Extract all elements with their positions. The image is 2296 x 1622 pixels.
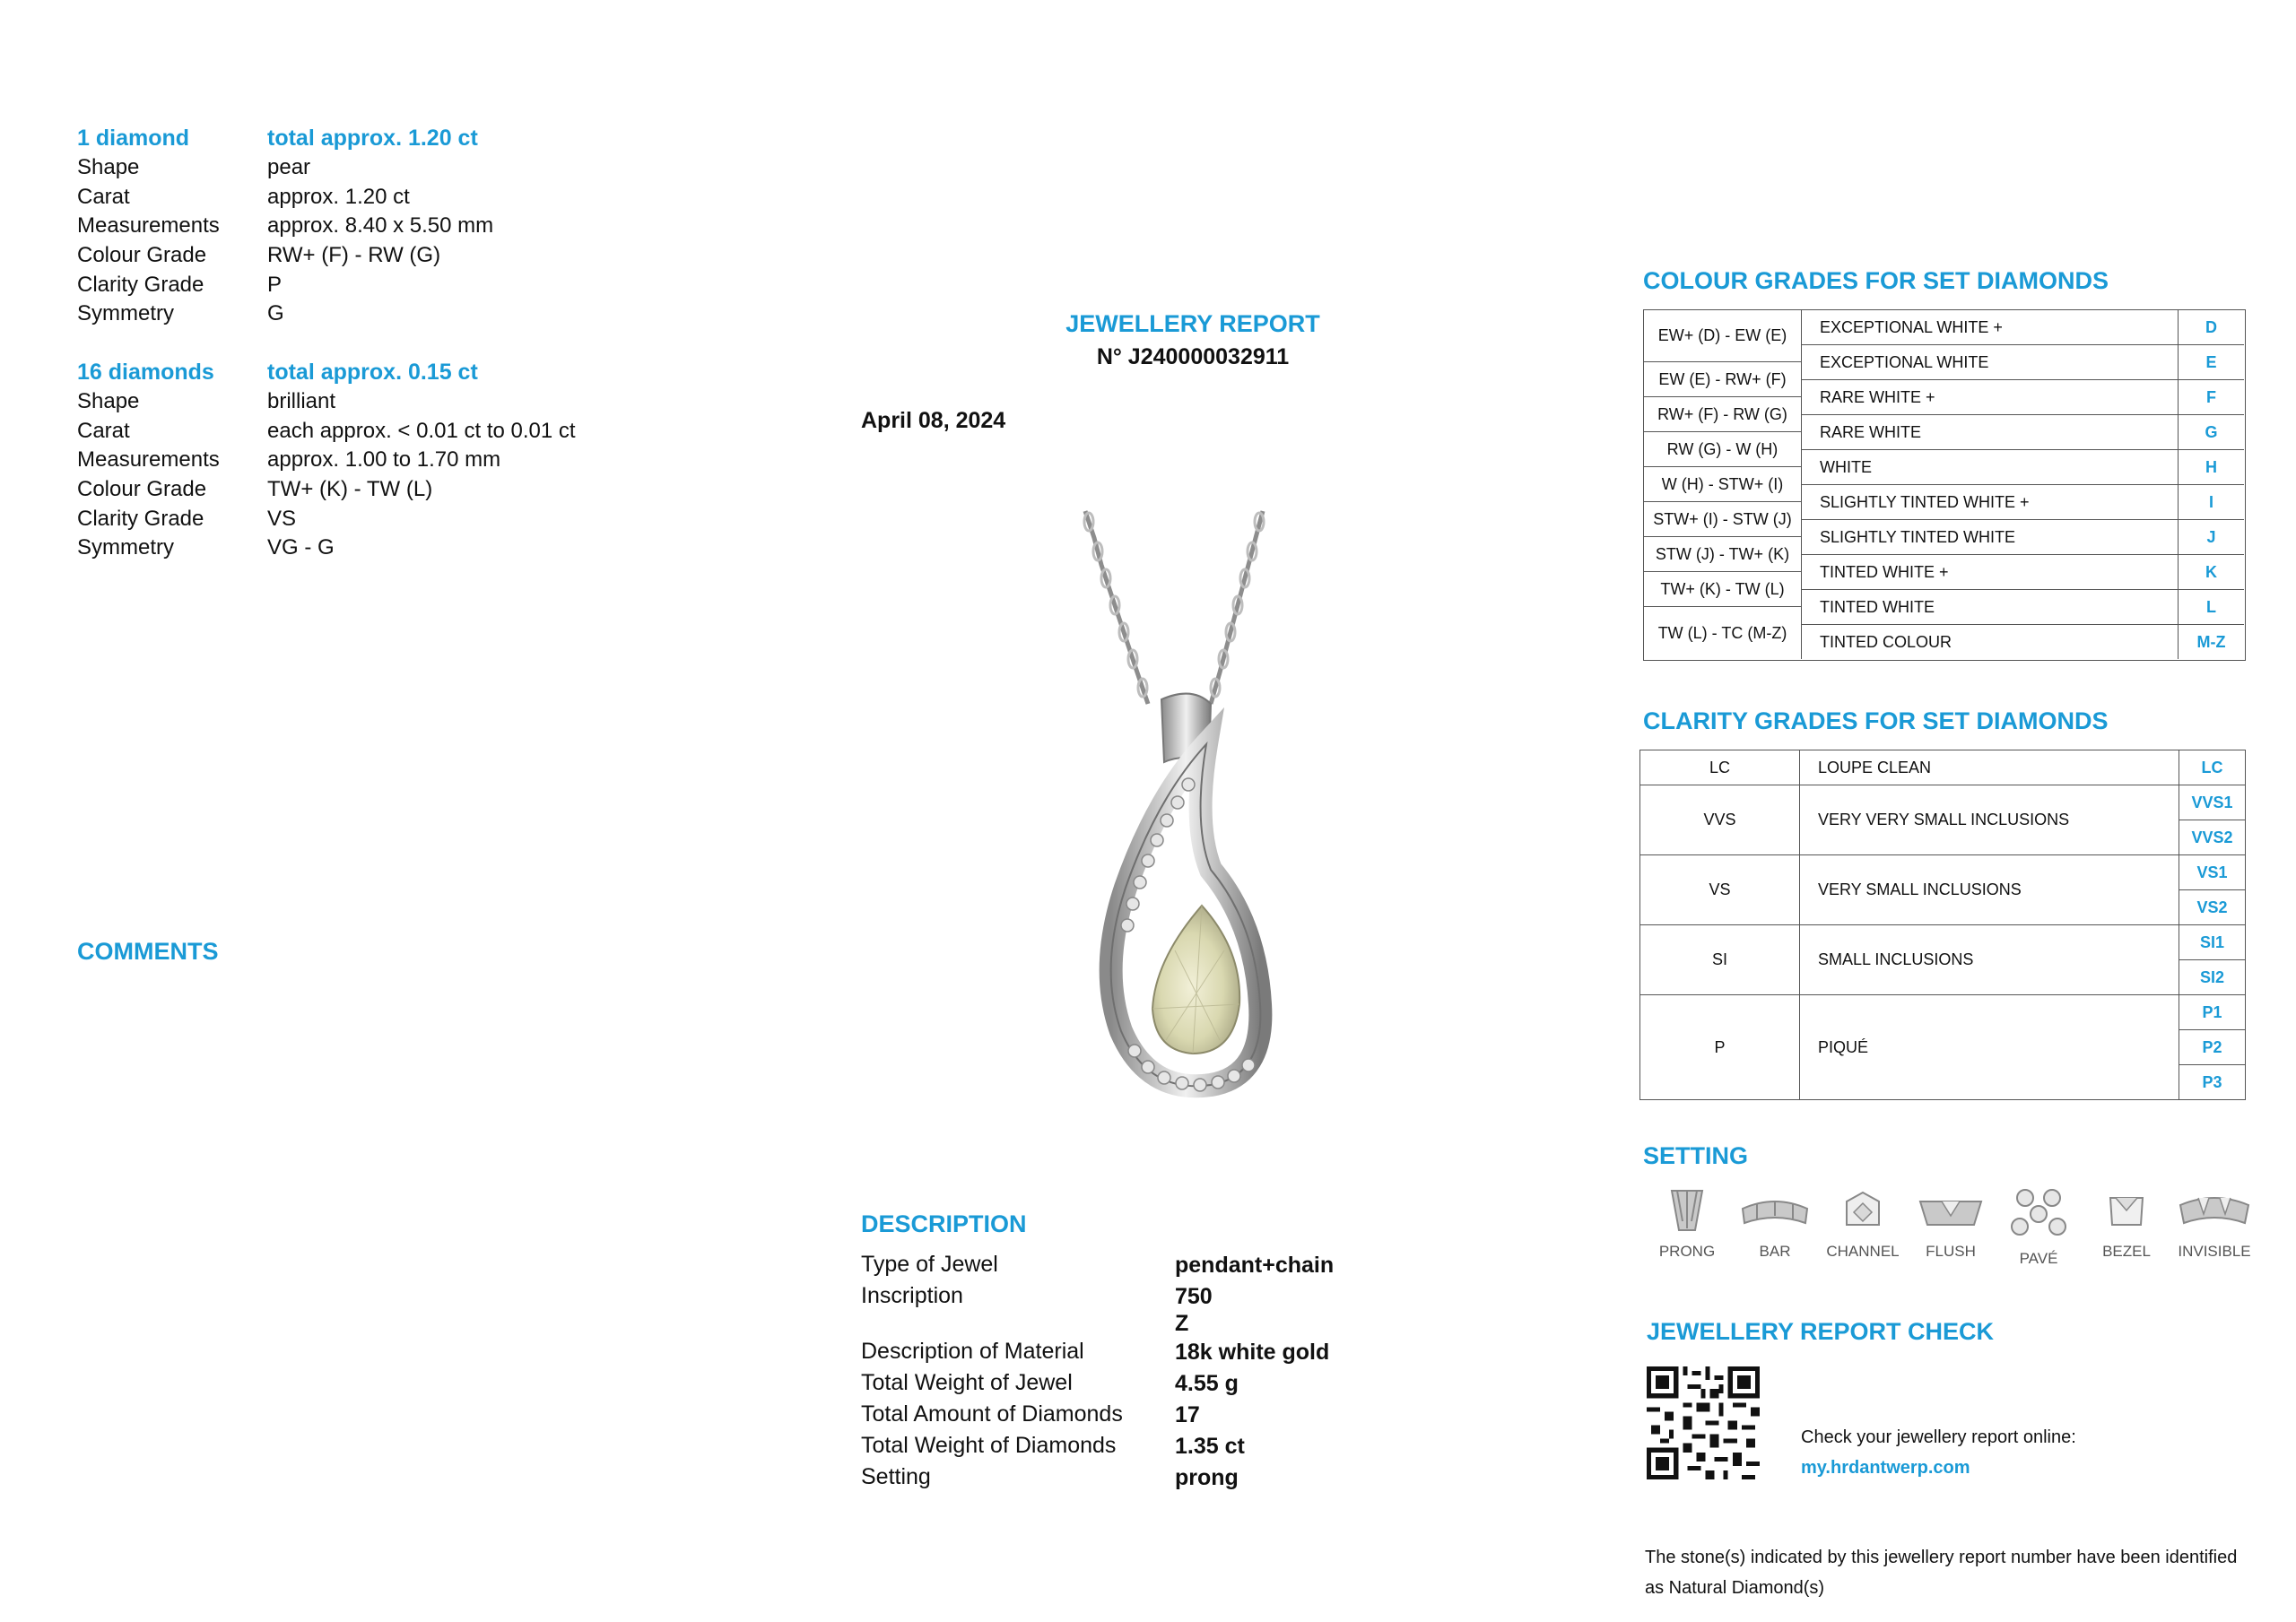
colour-grade-name: WHITE: [1820, 457, 1872, 476]
colour-grade-code: J: [2178, 520, 2244, 554]
channel-setting-icon: [1836, 1185, 1890, 1236]
spec-value: VS: [267, 506, 297, 531]
spec-key: Symmetry: [77, 301, 174, 326]
colour-ranges-column: [1644, 310, 1802, 659]
spec-key: Shape: [77, 155, 140, 180]
colour-range: TW+ (K) - TW (L): [1644, 572, 1801, 607]
desc-key: Type of Jewel: [861, 1252, 998, 1277]
spec-key: Colour Grade: [77, 477, 207, 502]
spec-value: pear: [267, 155, 311, 180]
colour-grade-name: SLIGHTLY TINTED WHITE: [1820, 527, 2016, 546]
spec-key: Measurements: [77, 447, 220, 473]
desc-value: 4.55 g: [1175, 1371, 1239, 1396]
clarity-abbr: VS: [1640, 855, 1800, 925]
spec-value: approx. 8.40 x 5.50 mm: [267, 213, 494, 239]
check-link[interactable]: my.hrdantwerp.com: [1801, 1458, 1970, 1478]
main-stone-specs: [77, 124, 705, 329]
spec-value: brilliant: [267, 389, 336, 414]
comments-title: COMMENTS: [77, 938, 219, 965]
spec-value: approx. 1.20 ct: [267, 184, 410, 209]
spec-key: Shape: [77, 389, 140, 414]
setting-label: BAR: [1759, 1243, 1791, 1260]
clarity-abbr: VVS: [1640, 785, 1800, 855]
report-title: JEWELLERY REPORT: [1065, 310, 1320, 337]
spec-key: Carat: [77, 418, 130, 443]
clarity-code: P3: [2179, 1065, 2246, 1100]
clarity-grades-title: CLARITY GRADES FOR SET DIAMONDS: [1643, 707, 2109, 734]
setting-label: CHANNEL: [1826, 1243, 1900, 1260]
desc-value: 18k white gold: [1175, 1340, 1330, 1365]
colour-grade-code: H: [2178, 450, 2244, 484]
bezel-setting-icon: [2100, 1185, 2153, 1236]
colour-grades-table: [1643, 309, 2246, 661]
desc-key: Total Weight of Diamonds: [861, 1433, 1117, 1458]
clarity-code: P2: [2179, 1030, 2246, 1065]
desc-value: 17: [1175, 1402, 1200, 1427]
desc-value: prong: [1175, 1465, 1239, 1490]
description-title: DESCRIPTION: [861, 1210, 1027, 1237]
report-check-title: JEWELLERY REPORT CHECK: [1647, 1318, 1995, 1345]
colour-grade-code: M-Z: [2178, 625, 2244, 659]
desc-value: pendant+chain: [1175, 1253, 1335, 1278]
prong-setting-icon: [1656, 1185, 1718, 1236]
setting-prong: [1643, 1185, 1731, 1268]
setting-label: INVISIBLE: [2178, 1243, 2251, 1260]
spec-value: TW+ (K) - TW (L): [267, 477, 433, 502]
spec-key: Symmetry: [77, 535, 174, 560]
spec-value: G: [267, 301, 284, 326]
setting-label: PRONG: [1658, 1243, 1716, 1260]
colour-grade-name: RARE WHITE: [1820, 422, 1922, 441]
colour-range: TW (L) - TC (M-Z): [1657, 623, 1787, 642]
colour-range: EW (E) - RW+ (F): [1644, 362, 1801, 397]
spec-key: Measurements: [77, 213, 220, 239]
main-stone-count: 1 diamond: [77, 125, 190, 151]
spec-value: each approx. < 0.01 ct to 0.01 ct: [267, 418, 576, 443]
setting-label: BEZEL: [2102, 1243, 2151, 1260]
desc-key: Total Amount of Diamonds: [861, 1401, 1123, 1427]
side-stones-total: total approx. 0.15 ct: [267, 359, 478, 385]
spec-value: P: [267, 272, 283, 297]
side-stones-header: [77, 358, 705, 387]
spec-key: Colour Grade: [77, 243, 207, 268]
colour-grade-code: E: [2178, 345, 2244, 379]
clarity-abbr: P: [1640, 995, 1800, 1100]
clarity-name: SMALL INCLUSIONS: [1800, 925, 2179, 995]
colour-grade-names: [1802, 310, 2244, 659]
spec-value: approx. 1.00 to 1.70 mm: [267, 447, 501, 473]
clarity-abbr: SI: [1640, 925, 1800, 995]
spec-value: VG - G: [267, 535, 335, 560]
colour-grade-name: RARE WHITE +: [1820, 387, 1935, 406]
setting-bezel: [2083, 1185, 2170, 1268]
colour-range: RW+ (F) - RW (G): [1644, 397, 1801, 432]
colour-range: STW (J) - TW+ (K): [1644, 537, 1801, 572]
setting-label: FLUSH: [1926, 1243, 1976, 1260]
setting-pave: [1995, 1185, 2083, 1268]
bar-setting-icon: [1739, 1185, 1811, 1236]
side-stones-specs: [77, 358, 705, 563]
colour-grade-name: SLIGHTLY TINTED WHITE +: [1820, 492, 2030, 511]
clarity-code: VS1: [2179, 855, 2246, 890]
setting-bar: [1731, 1185, 1819, 1268]
colour-grade-name: TINTED WHITE +: [1820, 562, 1949, 581]
setting-invisible: [2170, 1185, 2258, 1268]
setting-flush: [1907, 1185, 1995, 1268]
clarity-code: SI2: [2179, 960, 2246, 995]
clarity-code: SI1: [2179, 925, 2246, 960]
desc-key: Inscription: [861, 1283, 963, 1308]
pendant-photo: [1049, 502, 1309, 1130]
main-stone-total: total approx. 1.20 ct: [267, 125, 478, 151]
flush-setting-icon: [1915, 1185, 1987, 1236]
colour-grade-name: EXCEPTIONAL WHITE +: [1820, 317, 2003, 336]
clarity-name: VERY VERY SMALL INCLUSIONS: [1800, 785, 2179, 855]
desc-value: [1175, 1283, 1213, 1337]
inscription-line-1: 750: [1175, 1284, 1213, 1309]
clarity-code: VS2: [2179, 890, 2246, 925]
inscription-line-2: Z: [1175, 1311, 1189, 1336]
clarity-code: P1: [2179, 995, 2246, 1030]
colour-range: STW+ (I) - STW (J): [1644, 502, 1801, 537]
setting-icons: [1643, 1185, 2258, 1268]
spec-value: RW+ (F) - RW (G): [267, 243, 441, 268]
colour-range: EW+ (D) - EW (E): [1644, 310, 1801, 362]
pave-setting-icon: [2007, 1185, 2070, 1243]
colour-grade-name: EXCEPTIONAL WHITE: [1820, 352, 1989, 371]
clarity-code: VVS1: [2179, 785, 2246, 820]
report-date: April 08, 2024: [861, 408, 1006, 433]
clarity-code: LC: [2179, 750, 2246, 785]
report-number: N° J240000032911: [1096, 344, 1290, 369]
side-stones-count: 16 diamonds: [77, 359, 214, 385]
qr-code-icon[interactable]: [1647, 1366, 1760, 1479]
colour-grade-code: G: [2178, 415, 2244, 449]
colour-grade-code: I: [2178, 485, 2244, 519]
colour-grade-code: F: [2178, 380, 2244, 414]
desc-key: Setting: [861, 1464, 931, 1489]
spec-key: Clarity Grade: [77, 272, 204, 297]
colour-grades-title: COLOUR GRADES FOR SET DIAMONDS: [1643, 267, 2109, 294]
clarity-name: LOUPE CLEAN: [1800, 750, 2179, 785]
colour-grade-code: L: [2178, 590, 2244, 624]
clarity-grades-table: [1639, 750, 2246, 1100]
spec-key: Clarity Grade: [77, 506, 204, 531]
clarity-abbr: LC: [1640, 750, 1800, 785]
colour-grade-name: TINTED WHITE: [1820, 597, 1935, 616]
setting-channel: [1819, 1185, 1907, 1268]
invisible-setting-icon: [2177, 1185, 2252, 1236]
check-instructions: Check your jewellery report online:: [1801, 1427, 2076, 1447]
colour-range: W (H) - STW+ (I): [1644, 467, 1801, 502]
colour-grade-name: TINTED COLOUR: [1820, 632, 1952, 651]
clarity-name: VERY SMALL INCLUSIONS: [1800, 855, 2179, 925]
main-stone-header: [77, 124, 705, 153]
description-table: [861, 1252, 1489, 1496]
colour-grade-code: D: [2178, 310, 2244, 344]
desc-value: 1.35 ct: [1175, 1434, 1245, 1459]
setting-label: PAVÉ: [2019, 1250, 2058, 1267]
desc-key: Total Weight of Jewel: [861, 1370, 1073, 1395]
colour-range: RW (G) - W (H): [1644, 432, 1801, 467]
colour-grade-code: K: [2178, 555, 2244, 589]
clarity-code: VVS2: [2179, 820, 2246, 855]
clarity-name: PIQUÉ: [1800, 995, 2179, 1100]
desc-key: Description of Material: [861, 1339, 1084, 1364]
setting-title: SETTING: [1643, 1142, 1749, 1169]
spec-key: Carat: [77, 184, 130, 209]
natural-diamond-note: The stone(s) indicated by this jewellery report number have been identified as Natural Diamond(s): [1645, 1548, 2238, 1598]
